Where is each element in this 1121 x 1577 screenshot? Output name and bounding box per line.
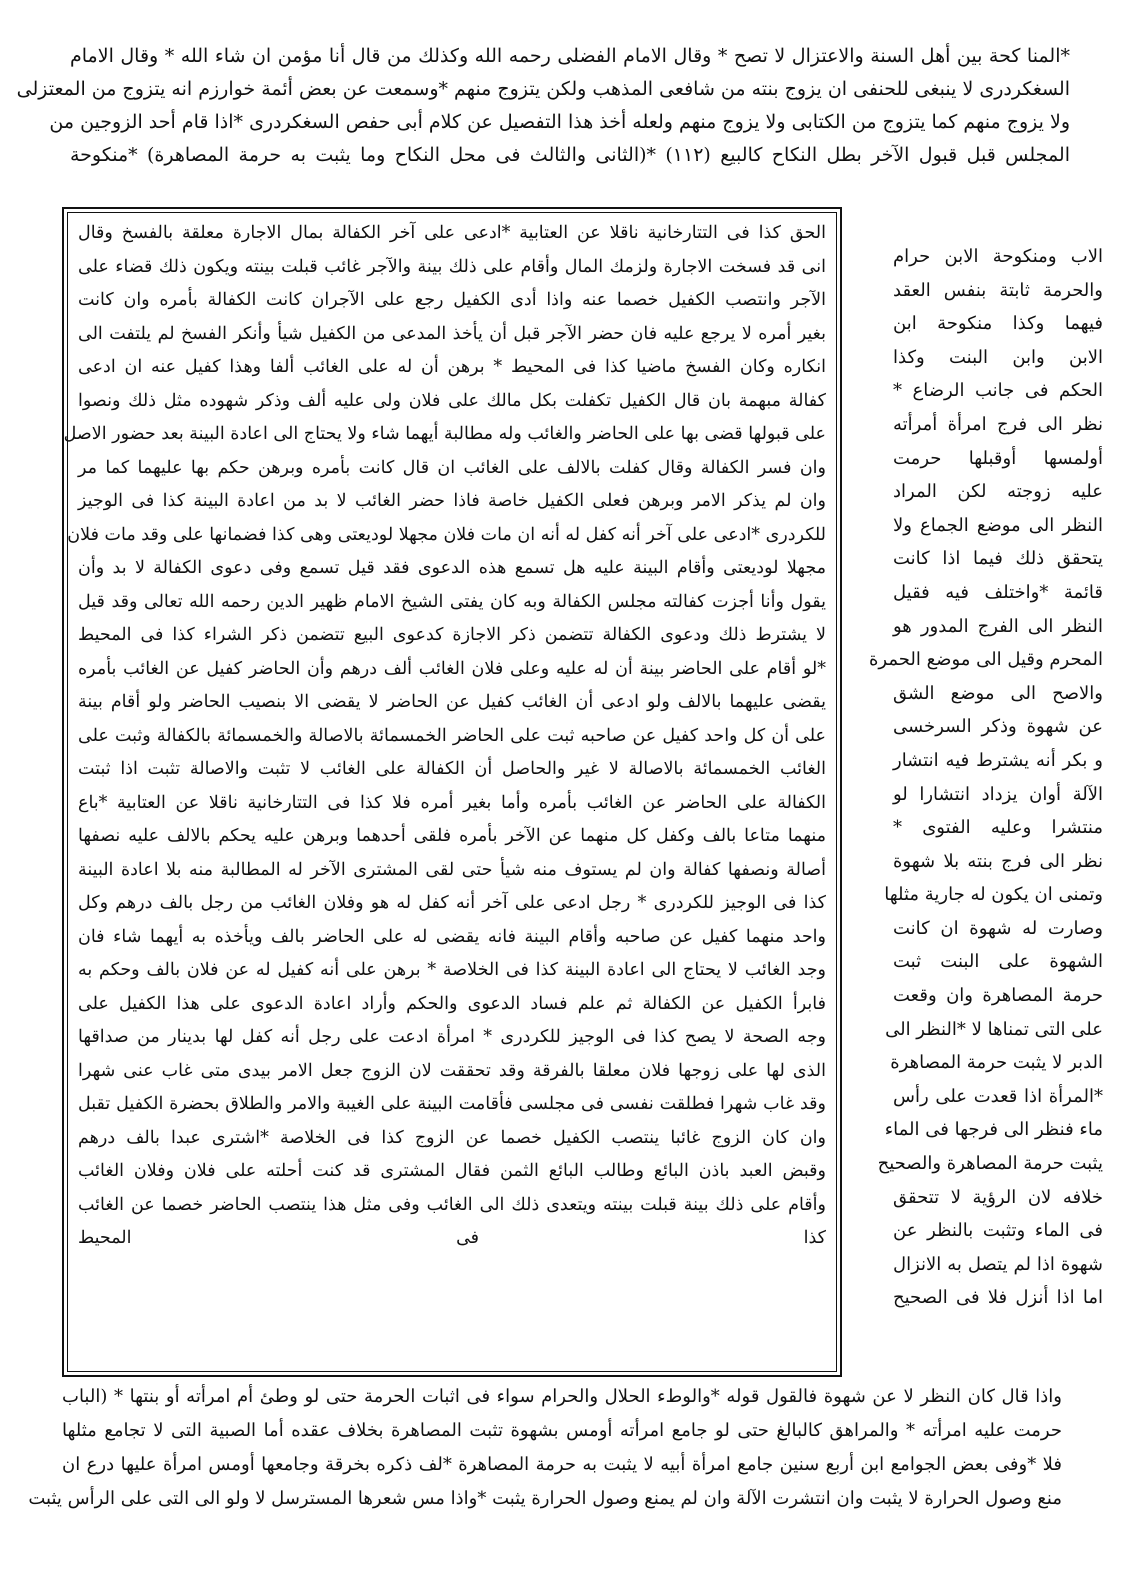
main-line: للكردرى *ادعى على آخر أنه كفل له أنه ان مات فلان مجهلا لوديعتى وهى كذا فضمانها على وقد مات فلان	[67, 524, 826, 545]
margin-line: و بكر أنه يشترط فيه انتشار	[893, 749, 1103, 771]
top-line: ولا يزوج منهم كما يتزوج من الكتابى ولا يزوج منهم ولعله أخذ هذا التفصيل عن كلام أبى حفص السغكردرى *اذا قام أحد الزوجين من	[49, 111, 1070, 133]
margin-line: وصارت له شهوة ان كانت	[893, 917, 1103, 939]
bottom-line: فلا *وفى بعض الجوامع ابن أربع سنين جامع امرأة أبيه لا يثبت به حرمة المصاهرة *لف ذكره بخرقة وجامعها أومس امرأة عليها درع ان	[62, 1454, 1062, 1475]
main-line: وان كان الزوج غائبا ينتصب الكفيل خصما عن الزوج كذا فى الخلاصة *اشترى عبدا بالف درهم	[78, 1127, 826, 1148]
top-text-block	[16, 40, 1070, 172]
main-text-frame	[62, 207, 842, 1377]
main-line: لا يشترط ذلك ودعوى الكفالة تتضمن ذكر الاجازة كدعوى البيع تتضمن ذكر الشراء كذا فى المحيط	[78, 625, 826, 645]
main-line: على قبولها قضى بها على الحاضر والغائب وله مطالبة أيهما شاء ولا يحتاج الى اعادة البينة بعد حضور الاصل	[63, 424, 826, 444]
top-line: *المنا كحة بين أهل السنة والاعتزال لا تصح * وقال الامام الفضلى رحمه الله وكذلك من قال أنا مؤمن ان شاء الله * وقال الامام	[70, 45, 1070, 67]
main-line: بغير أمره لا يرجع عليه فان حضر الآجر قبل أن يأخذ المدعى من الكفيل شيأ وأنكر الفسخ لم يلتفت الى	[78, 323, 826, 344]
margin-line: والاصح الى موضع الشق	[893, 682, 1103, 704]
main-line: انكاره وكان الفسخ ماضيا كذا فى المحيط * برهن أن له على الغائب ألفا وهذا كفيل عنه ان ادعى	[78, 357, 826, 377]
main-text-block	[63, 217, 826, 1356]
margin-line: اما اذا أنزل فلا فى الصحيح	[893, 1287, 1103, 1309]
margin-line: حرمة المصاهرة وان وقعت	[893, 985, 1103, 1007]
main-line: كذا فى المحيط	[78, 1228, 826, 1248]
margin-line: الابن وابن البنت وكذا	[893, 346, 1103, 368]
main-line: مجهلا لوديعتى وأقام البينة عليه هل تسمع هذه الدعوى فقد قيل تسمع وفى دعوى الكفالة لا بد وأن	[78, 558, 826, 578]
main-line: وقد غاب شهرا فطلقت نفسى فى مجلسى فأقامت البينة على الغيبة والامر والطلاق بحضرة الكفيل تقبل	[78, 1094, 826, 1114]
margin-line: عن شهوة وذكر السرخسى	[893, 716, 1103, 738]
margin-line: منتشرا وعليه الفتوى *	[893, 817, 1103, 839]
main-line: وأقام على ذلك بينة قبلت بينته ويتعدى ذلك الى الغائب وفى مثل هذا ينتصب الحاضر خصما عن الغائب	[78, 1194, 826, 1215]
margin-line: فيهما وكذا منكوحة ابن	[893, 313, 1103, 335]
margin-line: قائمة *واختلف فيه فقيل	[893, 581, 1103, 603]
margin-line: نظر الى فرج امرأة أمرأته	[893, 413, 1103, 435]
main-line: وان فسر الكفالة وقال كفلت بالالف على الغائب ان قال كانت بأمره وبرهن حكم بها عليهما كما مر	[78, 457, 826, 478]
margin-line: الحكم فى جانب الرضاع *	[893, 380, 1103, 402]
margin-line: النظر الى موضع الجماع ولا	[893, 514, 1103, 536]
main-line: وجه الصحة لا يصح كذا فى الوجيز للكردرى * امرأة ادعت على رجل أنه كفل لها بدينار من صداقها	[78, 1027, 826, 1047]
margin-line: فى الماء وتثبت بالنظر عن	[893, 1220, 1103, 1242]
bottom-line: حرمت عليه امرأته * والمراهق كالبالغ حتى لو جامع امرأته أومس بشهوة تثبت المصاهرة بخلاف عقده أما الصبية التى لا تجامع مثلها	[62, 1420, 1062, 1441]
margin-line: على التى تمناها لا *النظر الى	[885, 1018, 1103, 1040]
margin-line: الدبر لا يثبت حرمة المصاهرة	[890, 1052, 1103, 1074]
margin-line: النظر الى الفرج المدور هو	[893, 615, 1103, 637]
margin-line: خلافه لان الرؤية لا تتحقق	[893, 1186, 1103, 1208]
main-line: كفالة مبهمة بان قال الكفيل تكفلت بكل مالك على فلان ولى عليه ألف وذكر شهوده مثل ذلك ونصوا	[78, 390, 826, 411]
main-line: على أن كل واحد كفيل عن صاحبه ثبت على الحاضر الخمسمائة بالاصالة والخمسمائة بالكفالة وثبت على	[78, 725, 826, 746]
margin-line: الشهوة على البنت ثبت	[893, 951, 1103, 973]
main-line: فابرأ الكفيل عن الكفالة ثم علم فساد الدعوى والحكم وأراد اعادة الدعوى على هذا الكفيل على	[78, 993, 826, 1014]
main-line: الكفالة على الحاضر عن الغائب بأمره وأما بغير أمره فلا كذا فى التتارخانية ناقلا عن العتابية *باع	[78, 792, 826, 813]
margin-line: نظر الى فرج بنته بلا شهوة	[893, 850, 1103, 872]
margin-line: ماء فنظر الى فرجها فى الماء	[884, 1119, 1103, 1141]
bottom-line: واذا قال كان النظر لا عن شهوة فالقول قوله *والوطء الحلال والحرام سواء فى اثبات الحرمة حتى لو وطئ أم امرأته أو بنتها * (الباب	[62, 1386, 1062, 1407]
margin-line: والحرمة ثابتة بنفس العقد	[893, 279, 1103, 301]
main-line: كذا فى الوجيز للكردرى * رجل ادعى على آخر أنه كفل له هو وفلان الغائب من رجل بالف درهم وكل	[78, 893, 826, 913]
main-line: الآجر وانتصب الكفيل خصما عنه واذا أدى الكفيل رجع على الآجران كانت الكفالة بأمره وان كانت	[78, 290, 826, 310]
main-line	[78, 1289, 826, 1323]
main-line: وقبض العبد باذن البائع وطالب البائع الثمن فقال المشترى قد كنت أحلته على فلان وفلان الغائب	[78, 1161, 826, 1181]
main-line: أصالة ونصفها كفالة وان لم يستوف منه شيأ حتى لقى المشترى الآخر له المطالبة منه بلا اعادة البينة	[78, 859, 826, 880]
main-line	[78, 1256, 826, 1290]
margin-line: الاب ومنكوحة الابن حرام	[893, 246, 1103, 267]
margin-line: يثبت حرمة المصاهرة والصحيح	[877, 1153, 1103, 1175]
main-line: يقضى عليهما بالالف ولو ادعى أن الغائب كفيل عن الحاضر لا يقضى الا بنصيب الحاضر ولو أقام بينة	[78, 692, 826, 712]
bottom-text-block	[28, 1380, 1062, 1516]
main-line: *لو أقام على الحاضر بينة أن له عليه وعلى فلان الغائب ألف درهم وأن الحاضر كفيل عن الغائب بأمره	[78, 658, 826, 679]
main-line: وجد الغائب لا يحتاج الى اعادة البينة كذا فى الخلاصة * برهن على أنه كفيل له عن فلان بالف وحكم به	[78, 960, 826, 980]
margin-commentary-column	[869, 240, 1103, 1385]
main-line: واحد منهما كفيل عن صاحبه وأقام البينة فانه يقضى له على الحاضر بالف ويأخذه به أيهما شاء فان	[78, 926, 826, 947]
main-line: انى قد فسخت الاجارة ولزمك المال وأقام على ذلك بينة والآجر غائب قبلت بينته ويكون ذلك قضاء على	[78, 256, 826, 277]
bottom-line: منع وصول الحرارة لا يثبت وان انتشرت الآلة وان لم يمنع وصول الحرارة يثبت *واذا مس شعرها المسترسل لا ولو الى التى على الرأس يثبت	[28, 1488, 1062, 1509]
main-line: الغائب الخمسمائة بالاصالة لا غير والحاصل أن الكفالة على الغائب لا تثبت والاصالة تثبت اذا ثبتت	[78, 759, 826, 779]
main-line: يقول وأنا أجزت كفالته مجلس الكفالة وبه كان يفتى الشيخ الامام ظهير الدين رحمه الله تعالى وقد قيل	[78, 591, 826, 612]
main-line: الذى لها على زوجها فلان معلقا بالفرقة وقد تحققت لان الزوج جعل الامر بيدى متى غاب عنى شهرا	[78, 1060, 826, 1081]
margin-line: وتمنى ان يكون له جارية مثلها	[884, 884, 1103, 906]
margin-line: المحرم وقيل الى موضع الحمرة	[869, 649, 1103, 671]
margin-line: يتحقق ذلك فيما اذا كانت	[893, 548, 1103, 570]
margin-line: عليه زوجته لكن المراد	[893, 481, 1103, 503]
main-line: الحق كذا فى التتارخانية ناقلا عن العتابية *ادعى على آخر الكفالة بمال الاجارة معلقة بالفسخ وقال	[78, 223, 826, 243]
margin-line: أولمسها أوقبلها حرمت	[893, 447, 1103, 469]
main-line	[78, 1323, 826, 1357]
margin-line: شهوة اذا لم يتصل به الانزال	[893, 1253, 1103, 1275]
margin-line: *المرأة اذا قعدت على رأس	[893, 1085, 1103, 1107]
top-line: المجلس قبل قبول الآخر بطل النكاح كالبيع (١١٢) *(الثانى والثالث فى محل النكاح وما يثبت به حرمة المصاهرة) *منكوحة	[70, 144, 1070, 166]
margin-line: الآلة أوان يزداد انتشارا لو	[893, 783, 1103, 805]
main-line: وان لم يذكر الامر وبرهن فعلى الكفيل خاصة فاذا حضر الغائب لا بد من اعادة البينة كذا فى الوجيز	[78, 491, 826, 511]
top-line: السغكردرى لا ينبغى للحنفى ان يزوج بنته من شافعى المذهب ولكن يتزوج منهم *وسمعت عن بعض أئمة خوارزم انه يتزوج من المعتزلى	[16, 78, 1070, 100]
main-line: منهما متاعا بالف وكفل كل منهما عن الآخر بأمره فلقى أحدهما وبرهن عليه يحكم بالالف عليه نصفها	[78, 826, 826, 846]
